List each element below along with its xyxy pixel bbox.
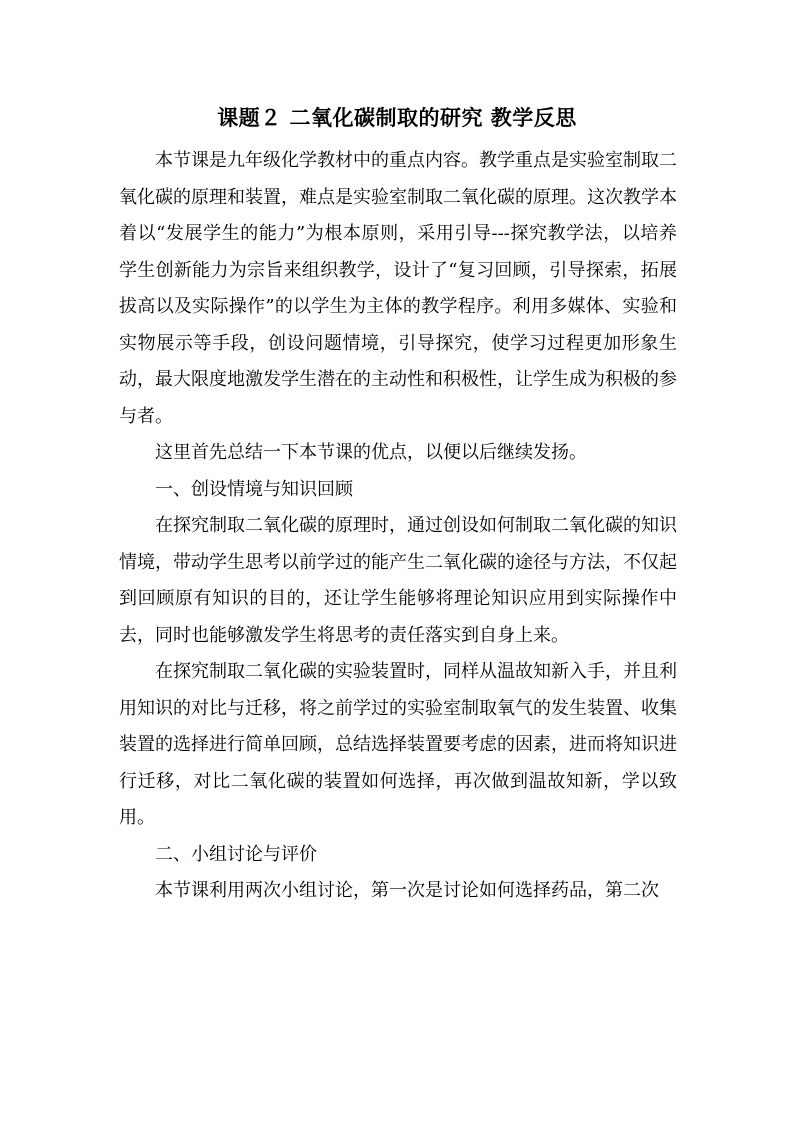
paragraph-intro: 本节课是九年级化学教材中的重点内容。教学重点是实验室制取二氧化碳的原理和装置，难点是实验室制取二氧化碳的原理。这次教学本着以“发展学生的能力”为根本原则，采用引导---探究教学法，以培养学生创新能力为宗旨来组织教学，设计了“复习回顾，引导探索，拓展拔高以及实际操作”的以学生为主体的教学程序。利用多媒体、实验和实物展示等手段，创设问题情境，引导探究，使学习过程更加形象生动，最大限度地激发学生潜在的主动性和积极性，让学生成为积极的参与者。	[119, 150, 677, 427]
page-title: 课题２ 二氧化碳制取的研究 教学反思	[217, 105, 577, 130]
paragraph-discussion: 本节课利用两次小组讨论，第一次是讨论如何选择药品，第二次	[155, 880, 659, 901]
paragraph-principle: 在探究制取二氧化碳的原理时，通过创设如何制取二氧化碳的知识情境，带动学生思考以前学过的能产生二氧化碳的途径与方法，不仅起到回顾原有知识的目的，还让学生能够将理论知识应用到实际操作中去，同时也能够激发学生将思考的责任落实到自身上来。	[119, 515, 677, 646]
document-body	[119, 143, 677, 910]
paragraph-summary: 这里首先总结一下本节课的优点，以便以后继续发扬。	[155, 442, 587, 463]
section-heading-2: 二、小组讨论与评价	[155, 843, 317, 865]
paragraph-apparatus: 在探究制取二氧化碳的实验装置时，同样从温故知新入手，并且利用知识的对比与迁移，将之前学过的实验室制取氧气的发生装置、收集装置的选择进行简单回顾，总结选择装置要考虑的因素，进而将知识进行迁移，对比二氧化碳的装置如何选择，再次做到温故知新，学以致用。	[119, 661, 677, 828]
section-heading-1: 一、创设情境与知识回顾	[155, 478, 353, 500]
